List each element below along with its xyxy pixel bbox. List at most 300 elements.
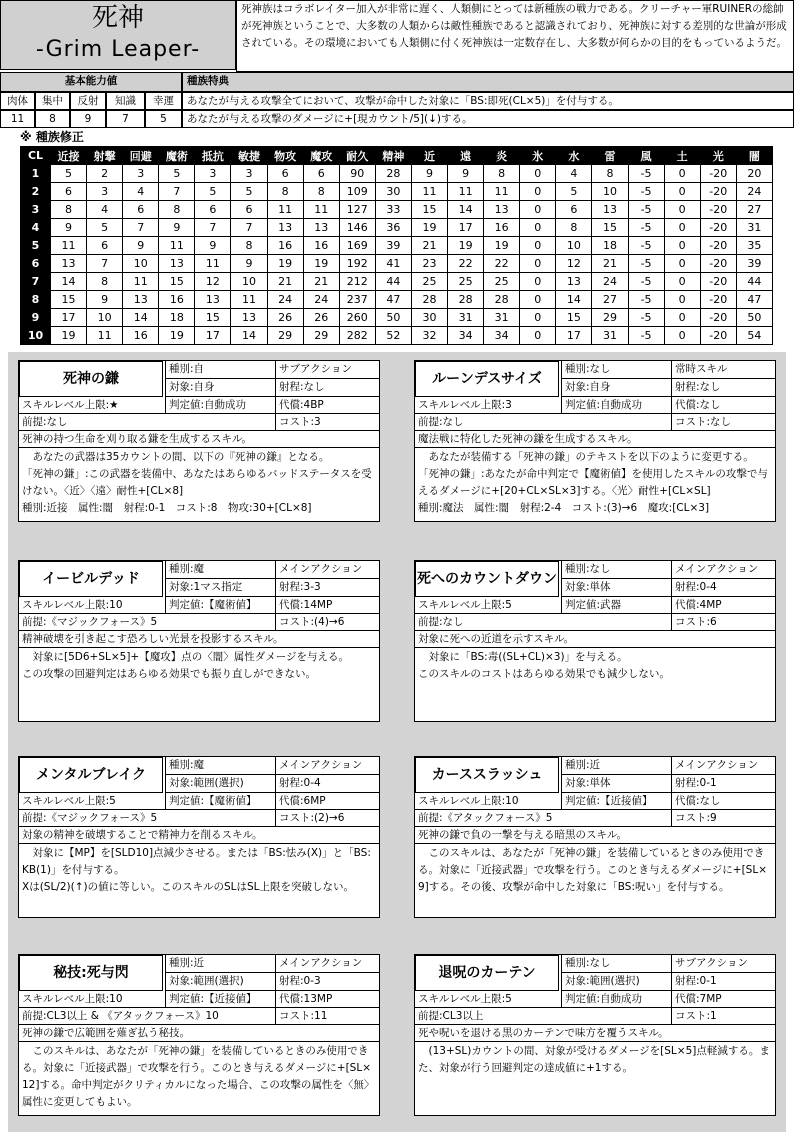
skill-type: 種別:自 <box>165 361 275 379</box>
skill-timing: サブアクション <box>275 361 379 379</box>
base-stat-label: 反射 <box>70 92 106 110</box>
modifier-cell: -20 <box>700 201 736 219</box>
modifier-cell: 4 <box>556 165 592 183</box>
modifier-cell: 11 <box>123 273 159 291</box>
modifier-cell: 21 <box>303 273 339 291</box>
skill-name: 秘技:死与閃 <box>19 955 163 991</box>
skill-card <box>18 360 380 522</box>
modifier-cell: 0 <box>664 273 700 291</box>
modifier-cell: 4 <box>21 219 51 237</box>
modifier-cell: 9 <box>231 255 267 273</box>
modifier-cell: 0 <box>664 327 700 345</box>
skill-judge: 判定値:自動成功 <box>165 397 275 414</box>
modifier-cell: 25 <box>484 273 520 291</box>
modifier-cell: 22 <box>448 255 484 273</box>
modifier-cell: 13 <box>231 309 267 327</box>
modifier-cell: -5 <box>628 273 664 291</box>
modifier-cell: 9 <box>87 291 123 309</box>
modifier-cell: 17 <box>51 309 87 327</box>
modifier-cell: 11 <box>411 183 447 201</box>
modifier-row <box>21 183 773 201</box>
modifier-cell: 28 <box>484 291 520 309</box>
modifier-cell: 19 <box>484 237 520 255</box>
modifier-cell: 15 <box>592 219 628 237</box>
skill-cost: 代償:4BP <box>275 397 379 414</box>
modifier-cell: 109 <box>339 183 375 201</box>
modifier-cell: 52 <box>375 327 411 345</box>
modifier-cell: -5 <box>628 219 664 237</box>
modifier-cell: 13 <box>592 201 628 219</box>
skill-text <box>415 449 775 521</box>
modifier-cell: -20 <box>700 273 736 291</box>
skill-name: メンタルブレイク <box>19 757 163 793</box>
modifier-cell: 13 <box>123 291 159 309</box>
modifier-header-cell: 炎 <box>484 147 520 165</box>
base-stats-header: 基本能力値 <box>0 72 182 92</box>
modifier-cell: 15 <box>411 201 447 219</box>
modifier-cell: 24 <box>736 183 772 201</box>
modifier-cell: 9 <box>411 165 447 183</box>
modifier-cell: 44 <box>736 273 772 291</box>
modifier-cell: -5 <box>628 183 664 201</box>
modifier-cell: -5 <box>628 309 664 327</box>
modifier-header-cell: 物攻 <box>267 147 303 165</box>
modifier-cell: 39 <box>375 237 411 255</box>
modifier-cell: 5 <box>21 237 51 255</box>
skill-judge: 判定値:【魔術値】 <box>165 597 275 614</box>
skill-card <box>414 756 776 918</box>
modifier-cell: 19 <box>267 255 303 273</box>
skill-summary: 対象に死への近道を示すスキル。 <box>415 631 775 648</box>
modifier-cell: 34 <box>448 327 484 345</box>
skill-text-line: 「死神の鎌」:あなたが命中判定で【魔術値】を使用したスキルの攻撃で与えるダメージに+[20+CL×SL×3]する。〈光〉耐性+[CL×SL] <box>418 468 768 497</box>
modifier-row <box>21 327 773 345</box>
modifier-cell: -20 <box>700 183 736 201</box>
modifier-cell: 35 <box>736 237 772 255</box>
modifier-cell: 2 <box>87 165 123 183</box>
modifier-cell: 17 <box>556 327 592 345</box>
skill-text-line: この攻撃の回避判定はあらゆる効果でも振り直しができない。 <box>22 668 316 680</box>
skill-card <box>414 360 776 522</box>
modifier-cell: 22 <box>484 255 520 273</box>
skill-text-line: 種別:近接 属性:闇 射程:0-1 コスト:8 物攻:30+[CL×8] <box>22 502 312 514</box>
modifier-cell: 21 <box>411 237 447 255</box>
modifier-cell: 9 <box>51 219 87 237</box>
modifier-cell: -5 <box>628 237 664 255</box>
modifier-cell: 14 <box>51 273 87 291</box>
modifier-cell: 0 <box>664 291 700 309</box>
modifier-cell: 12 <box>556 255 592 273</box>
modifier-cell: 0 <box>520 165 556 183</box>
modifier-cell: 14 <box>123 309 159 327</box>
modifier-cell: 32 <box>411 327 447 345</box>
modifier-cell: 169 <box>339 237 375 255</box>
modifier-cell: 24 <box>303 291 339 309</box>
modifier-cell: 212 <box>339 273 375 291</box>
modifier-label: ※ 種族修正 <box>20 130 84 144</box>
modifier-cell: 10 <box>231 273 267 291</box>
modifier-cell: 7 <box>195 219 231 237</box>
modifier-cell: 28 <box>375 165 411 183</box>
modifier-header-cell: 回避 <box>123 147 159 165</box>
skill-text <box>415 845 775 917</box>
skill-timing: メインアクション <box>671 561 775 579</box>
base-stat-label: 幸運 <box>145 92 182 110</box>
skill-summary: 魔法戦に特化した死神の鎌を生成するスキル。 <box>415 431 775 448</box>
modifier-cell: -20 <box>700 309 736 327</box>
skill-text-line: Xは(SL/2)(↑)の値に等しい。このスキルのSLはSL上限を突破しない。 <box>22 881 355 893</box>
modifier-cell: 6 <box>556 201 592 219</box>
modifier-cell: 11 <box>159 237 195 255</box>
modifier-header-cell: 敏捷 <box>231 147 267 165</box>
modifier-header-cell: 雷 <box>592 147 628 165</box>
skill-target: 対象:単体 <box>561 775 671 793</box>
modifier-cell: 36 <box>375 219 411 237</box>
skill-target: 対象:自身 <box>165 379 275 397</box>
skill-text <box>19 1043 379 1115</box>
modifier-cell: 13 <box>195 291 231 309</box>
modifier-cell: 30 <box>375 183 411 201</box>
modifier-cell: 0 <box>664 309 700 327</box>
modifier-cell: 0 <box>520 291 556 309</box>
modifier-cell: 127 <box>339 201 375 219</box>
skill-range: 射程:3-3 <box>275 579 379 597</box>
modifier-cell: 21 <box>267 273 303 291</box>
modifier-header-cell: 近接 <box>51 147 87 165</box>
modifier-cell: -20 <box>700 237 736 255</box>
skill-card <box>18 954 380 1116</box>
modifier-cell: 6 <box>21 255 51 273</box>
page-subtitle: -Grim Leaper- <box>35 37 201 62</box>
skill-target: 対象:自身 <box>561 379 671 397</box>
modifier-cell: 0 <box>520 309 556 327</box>
skill-cost2: コスト:3 <box>275 414 379 431</box>
skill-judge: 判定値:自動成功 <box>561 397 671 414</box>
skill-prereq: 前提:CL3以上 <box>415 1008 671 1025</box>
modifier-cell: 2 <box>21 183 51 201</box>
skill-type: 種別:なし <box>561 361 671 379</box>
skill-level-max: スキルレベル上限:10 <box>19 597 165 614</box>
modifier-header-cell: 水 <box>556 147 592 165</box>
skill-prereq: 前提:《マジックフォース》5 <box>19 810 275 827</box>
modifier-cell: 10 <box>87 309 123 327</box>
modifier-cell: 3 <box>87 183 123 201</box>
skill-range: 射程:0-1 <box>671 775 775 793</box>
modifier-cell: 13 <box>556 273 592 291</box>
modifier-row <box>21 255 773 273</box>
modifier-cell: -5 <box>628 255 664 273</box>
skill-range: 射程:0-1 <box>671 973 775 991</box>
modifier-header-cell: 光 <box>700 147 736 165</box>
modifier-cell: 3 <box>21 201 51 219</box>
modifier-cell: 0 <box>664 201 700 219</box>
skill-text-line: 種別:魔法 属性:闇 射程:2-4 コスト:(3)→6 魔攻:[CL×3] <box>418 502 710 514</box>
skill-summary: 対象の精神を破壊することで精神力を削るスキル。 <box>19 827 379 844</box>
modifier-cell: 3 <box>231 165 267 183</box>
modifier-cell: 54 <box>736 327 772 345</box>
modifier-cell: 47 <box>736 291 772 309</box>
skill-cost2: コスト:(4)→6 <box>275 614 379 631</box>
modifier-cell: 14 <box>448 201 484 219</box>
skill-summary: 死や呪いを退ける黒のカーテンで味方を覆うスキル。 <box>415 1025 775 1042</box>
modifier-cell: 16 <box>159 291 195 309</box>
modifier-cell: 17 <box>448 219 484 237</box>
modifier-cell: 24 <box>267 291 303 309</box>
skill-level-max: スキルレベル上限:5 <box>19 793 165 810</box>
skill-level-max: スキルレベル上限:★ <box>19 397 165 414</box>
modifier-cell: 19 <box>448 237 484 255</box>
modifier-cell: 11 <box>51 237 87 255</box>
modifier-cell: 19 <box>159 327 195 345</box>
modifier-cell: 8 <box>484 165 520 183</box>
modifier-cell: 7 <box>159 183 195 201</box>
modifier-cell: 14 <box>231 327 267 345</box>
modifier-cell: 0 <box>520 201 556 219</box>
modifier-cell: 26 <box>267 309 303 327</box>
modifier-cell: -20 <box>700 219 736 237</box>
skill-card <box>414 560 776 722</box>
modifier-cell: 6 <box>231 201 267 219</box>
skill-timing: 常時スキル <box>671 361 775 379</box>
skill-name: イービルデッド <box>19 561 163 597</box>
modifier-row <box>21 201 773 219</box>
skill-judge: 判定値:武器 <box>561 597 671 614</box>
skill-cost: 代償:なし <box>671 793 775 810</box>
modifier-cell: 6 <box>195 201 231 219</box>
traits-header: 種族特典 <box>182 72 794 92</box>
modifier-cell: 5 <box>87 219 123 237</box>
skill-target: 対象:範囲(選択) <box>561 973 671 991</box>
modifier-cell: 25 <box>411 273 447 291</box>
skill-cost: 代償:14MP <box>275 597 379 614</box>
modifier-cell: 1 <box>21 165 51 183</box>
modifier-row <box>21 237 773 255</box>
modifier-cell: 146 <box>339 219 375 237</box>
skill-range: 射程:なし <box>275 379 379 397</box>
modifier-cell: 15 <box>159 273 195 291</box>
modifier-cell: 13 <box>303 219 339 237</box>
modifier-cell: 6 <box>123 201 159 219</box>
skill-range: 射程:0-3 <box>275 973 379 991</box>
modifier-cell: 16 <box>123 327 159 345</box>
modifier-cell: 4 <box>123 183 159 201</box>
modifier-cell: 9 <box>195 237 231 255</box>
modifier-cell: 260 <box>339 309 375 327</box>
modifier-cell: 0 <box>520 183 556 201</box>
base-stat-value: 8 <box>35 110 70 128</box>
skill-level-max: スキルレベル上限:10 <box>19 991 165 1008</box>
skill-type: 種別:近 <box>561 757 671 775</box>
trait-line-1: あなたが与える攻撃全てにおいて、攻撃が命中した対象に「BS:即死(CL×5)」を付与する。 <box>182 92 794 110</box>
modifier-cell: 18 <box>592 237 628 255</box>
skill-cost2: コスト:9 <box>671 810 775 827</box>
modifier-row <box>21 165 773 183</box>
modifier-cell: 3 <box>195 165 231 183</box>
skill-level-max: スキルレベル上限:5 <box>415 991 561 1008</box>
modifier-cell: 50 <box>375 309 411 327</box>
modifier-cell: 17 <box>195 327 231 345</box>
modifier-header-cell: 耐久 <box>339 147 375 165</box>
modifier-cell: 5 <box>231 183 267 201</box>
skill-text-line: このスキルのコストはあらゆる効果でも減少しない。 <box>418 668 670 680</box>
modifier-cell: 11 <box>303 201 339 219</box>
modifier-cell: 27 <box>592 291 628 309</box>
modifier-cell: 0 <box>664 219 700 237</box>
modifier-cell: 15 <box>556 309 592 327</box>
skill-prereq: 前提:なし <box>19 414 275 431</box>
skill-cost2: コスト:(2)→6 <box>275 810 379 827</box>
skill-text-line: 対象に【MP】を[SLD10]点減少させる。または「BS:怯み(X)」と「BS:KB(1)」を付与する。 <box>22 847 371 876</box>
modifier-cell: -20 <box>700 165 736 183</box>
skill-name: 退呪のカーテン <box>415 955 559 991</box>
skill-name: 死へのカウントダウン <box>415 561 559 597</box>
skill-text-line: このスキルは、あなたが「死神の鎌」を装備しているときのみ使用できる。対象に「近接武器」で攻撃を行う。このとき与えるダメージに+[SL×9]する。その後、攻撃が命中した対象に「BS:呪い」を付与する。 <box>418 847 767 893</box>
modifier-cell: 11 <box>448 183 484 201</box>
modifier-cell: 16 <box>267 237 303 255</box>
skill-judge: 判定値:【近接値】 <box>165 991 275 1008</box>
skill-card <box>18 560 380 722</box>
modifier-cell: 47 <box>375 291 411 309</box>
skill-card <box>414 954 776 1116</box>
modifier-cell: 8 <box>556 219 592 237</box>
modifier-row <box>21 291 773 309</box>
modifier-header-cell: 遠 <box>448 147 484 165</box>
modifier-cell: 11 <box>87 327 123 345</box>
modifier-cell: 8 <box>267 183 303 201</box>
skill-text <box>19 449 379 521</box>
skill-target: 対象:範囲(選択) <box>165 775 275 793</box>
skill-type: 種別:近 <box>165 955 275 973</box>
skill-timing: メインアクション <box>275 955 379 973</box>
modifier-cell: 5 <box>195 183 231 201</box>
modifier-header-cell: 抵抗 <box>195 147 231 165</box>
modifier-cell: 0 <box>520 237 556 255</box>
skill-text <box>19 649 379 721</box>
modifier-cell: 25 <box>448 273 484 291</box>
modifier-cell: -5 <box>628 327 664 345</box>
modifier-cell: 13 <box>159 255 195 273</box>
modifier-cell: 7 <box>21 273 51 291</box>
skill-range: 射程:0-4 <box>275 775 379 793</box>
modifier-cell: -20 <box>700 327 736 345</box>
skill-text-line: このスキルは、あなたが「死神の鎌」を装備しているときのみ使用できる。対象に「近接武器」で攻撃を行う。このとき与えるダメージに+[SL×12]する。命中判定がクリティカルになった場合、この攻撃の属性を〈無〉属性に変更してもよい。 <box>22 1045 375 1108</box>
base-stat-label: 肉体 <box>0 92 35 110</box>
modifier-cell: 19 <box>51 327 87 345</box>
skill-judge: 判定値:【近接値】 <box>561 793 671 810</box>
skill-cost: 代償:6MP <box>275 793 379 810</box>
modifier-cell: 6 <box>87 237 123 255</box>
modifier-cell: 28 <box>411 291 447 309</box>
modifier-cell: 27 <box>736 201 772 219</box>
modifier-cell: 31 <box>448 309 484 327</box>
modifier-cell: 9 <box>159 219 195 237</box>
page-title: 死神 <box>91 3 144 33</box>
skill-name: カーススラッシュ <box>415 757 559 793</box>
skill-level-max: スキルレベル上限:3 <box>415 397 561 414</box>
modifier-cell: 5 <box>159 165 195 183</box>
modifier-cell: 6 <box>303 165 339 183</box>
base-stat-value: 5 <box>145 110 182 128</box>
modifier-cell: 6 <box>51 183 87 201</box>
modifier-cell: 8 <box>303 183 339 201</box>
modifier-cell: 0 <box>664 165 700 183</box>
skill-range: 射程:なし <box>671 379 775 397</box>
skill-text-line: 対象に[5D6+SL×5]+【魔攻】点の〈闇〉属性ダメージを与える。 <box>22 651 350 663</box>
skill-range: 射程:0-4 <box>671 579 775 597</box>
skill-target: 対象:1マス指定 <box>165 579 275 597</box>
modifier-cell: 10 <box>123 255 159 273</box>
skill-text-line: 対象に「BS:毒((SL+CL)×3)」を与える。 <box>418 651 628 663</box>
modifier-cell: 192 <box>339 255 375 273</box>
modifier-cell: 21 <box>592 255 628 273</box>
base-stat-value: 7 <box>106 110 145 128</box>
title-box <box>0 0 236 70</box>
modifier-header-cell: 射撃 <box>87 147 123 165</box>
modifier-cell: 15 <box>51 291 87 309</box>
modifier-cell: 237 <box>339 291 375 309</box>
modifier-cell: 23 <box>411 255 447 273</box>
modifier-cell: 13 <box>51 255 87 273</box>
skill-type: 種別:魔 <box>165 561 275 579</box>
modifier-cell: 18 <box>159 309 195 327</box>
skill-text-line: あなたの武器は35カウントの間、以下の『死神の鎌』となる。 <box>22 451 330 463</box>
modifier-cell: 9 <box>448 165 484 183</box>
modifier-cell: 34 <box>484 327 520 345</box>
skill-target: 対象:範囲(選択) <box>165 973 275 991</box>
skill-summary: 死神の持つ生命を刈り取る鎌を生成するスキル。 <box>19 431 379 448</box>
modifier-cell: 19 <box>303 255 339 273</box>
modifier-row <box>21 219 773 237</box>
modifier-cell: 5 <box>556 183 592 201</box>
modifier-header-cell: 闇 <box>736 147 772 165</box>
modifier-cell: 9 <box>123 237 159 255</box>
modifier-cell: 90 <box>339 165 375 183</box>
modifier-cell: 8 <box>21 291 51 309</box>
modifier-header-cell: 魔攻 <box>303 147 339 165</box>
skill-cost: 代償:13MP <box>275 991 379 1008</box>
skill-text <box>415 1043 775 1115</box>
modifier-cell: 10 <box>21 327 51 345</box>
skill-name: ルーンデスサイズ <box>415 361 559 397</box>
modifier-cell: 28 <box>448 291 484 309</box>
modifier-cell: 7 <box>87 255 123 273</box>
modifier-cell: 8 <box>231 237 267 255</box>
modifier-cell: 282 <box>339 327 375 345</box>
skill-text <box>415 649 775 721</box>
skill-level-max: スキルレベル上限:10 <box>415 793 561 810</box>
modifier-cell: 0 <box>664 183 700 201</box>
skill-target: 対象:単体 <box>561 579 671 597</box>
skill-cost: 代償:7MP <box>671 991 775 1008</box>
modifier-cell: 13 <box>484 201 520 219</box>
modifier-cell: 8 <box>592 165 628 183</box>
modifier-cell: 6 <box>267 165 303 183</box>
modifier-header-cell: 風 <box>628 147 664 165</box>
skill-prereq: 前提:CL3以上 & 《アタックフォース》10 <box>19 1008 275 1025</box>
skill-summary: 死神の鎌で負の一撃を与える暗黒のスキル。 <box>415 827 775 844</box>
skill-text-line: (13+SL)カウントの間、対象が受けるダメージを[SL×5]点軽減する。また、対象が行う回避判定の達成値に+1する。 <box>418 1045 770 1074</box>
skill-timing: メインアクション <box>275 757 379 775</box>
modifier-row <box>21 309 773 327</box>
modifier-cell: 0 <box>664 255 700 273</box>
modifier-cell: 24 <box>592 273 628 291</box>
modifier-cell: -5 <box>628 201 664 219</box>
modifier-cell: 8 <box>159 201 195 219</box>
modifier-cell: 0 <box>520 327 556 345</box>
modifier-header-cell: 魔術 <box>159 147 195 165</box>
modifier-cell: 11 <box>231 291 267 309</box>
modifier-cell: 15 <box>195 309 231 327</box>
